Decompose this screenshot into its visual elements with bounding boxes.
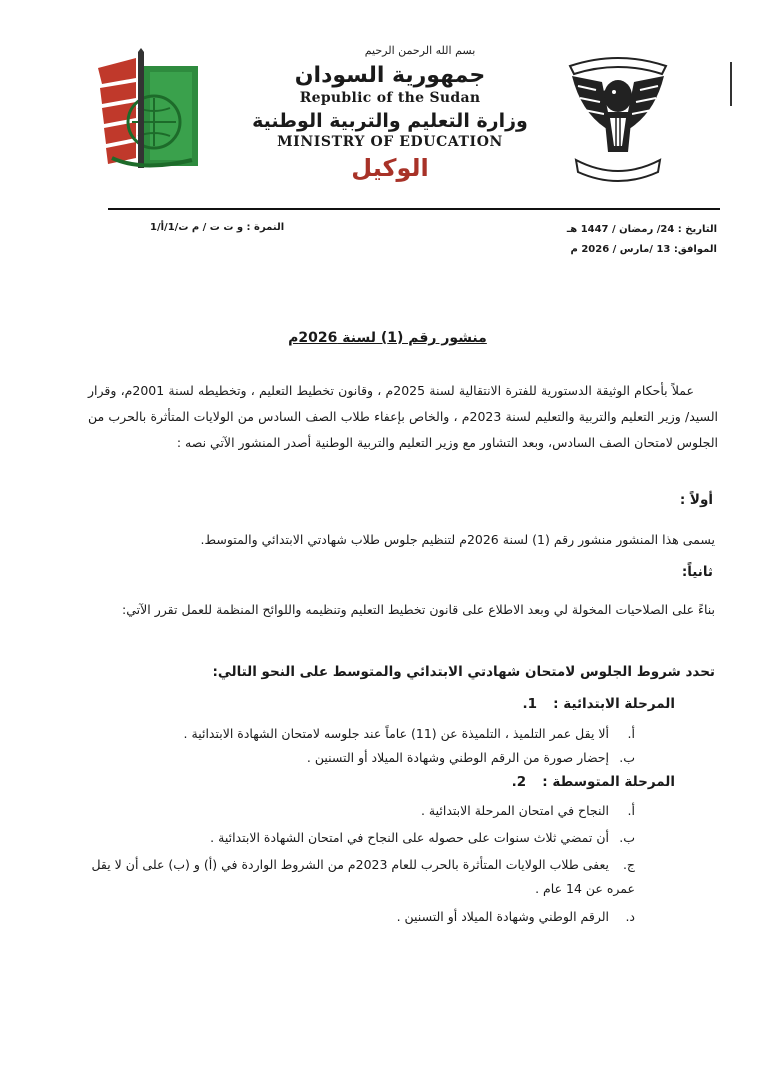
list-item — [80, 799, 635, 823]
list-item — [80, 826, 635, 850]
item-text: يعفى طلاب الولايات المتأثرة بالحرب للعام 2023م من الشروط الواردة في (أ) و (ب) على أن لا يقل عمره عن 14 عام . — [91, 857, 635, 896]
office-title: الوكيل — [351, 154, 429, 182]
ministry-english: MINISTRY OF EDUCATION — [277, 134, 503, 150]
basmala: بسم الله الرحمن الرحيم — [364, 44, 476, 57]
republic-english: Republic of the Sudan — [299, 90, 481, 106]
stage-title-text: المرحلة المتوسطة : — [542, 774, 675, 790]
item-text: ألا يقل عمر التلميذ ، التلميذة عن (11) عاماً عند جلوسه لامتحان الشهادة الابتدائية . — [183, 726, 610, 741]
header-divider — [108, 208, 720, 210]
republic-arabic: جمهورية السودان — [294, 63, 486, 88]
stage-title-text: المرحلة الابتدائية : — [553, 696, 675, 712]
item-text: أن تمضي ثلاث سنوات على حصوله على النجاح في امتحان الشهادة الابتدائية . — [210, 830, 610, 845]
list-item — [80, 905, 635, 929]
list-item — [80, 853, 635, 901]
stage-number: 1. — [522, 696, 538, 712]
preamble-paragraph: عملاً بأحكام الوثيقة الدستورية للفترة الانتقالية لسنة 2025م ، وقانون تخطيط التعليم ، وتخطيطه لسنة 2001م، وقرار السيد/ وزير التعليم والتربية والتعليم لسنة 2023م ، والخاص بإعفاء طلاب الصف السادس من الولايات المتأثرة بالحرب من الجلوس لامتحان الصف السادس، وبعد التشاور مع وزير التعليم والتربية الوطنية أصدر المنشور الآتي نصه : — [88, 383, 718, 450]
letterhead — [240, 44, 540, 182]
margin-mark — [730, 62, 732, 106]
section-first-heading: أولاً : — [679, 492, 713, 508]
item-letter: ج. — [622, 857, 635, 872]
item-text: النجاح في امتحان المرحلة الابتدائية . — [420, 803, 610, 818]
item-text: الرقم الوطني وشهادة الميلاد أو التسنين . — [396, 909, 610, 924]
conditions-heading: تحدد شروط الجلوس لامتحان شهادتي الابتدائي والمتوسط على النحو التالي: — [212, 664, 715, 680]
ministry-arabic: وزارة التعليم والتربية الوطنية — [252, 110, 528, 132]
item-text: إحضار صورة من الرقم الوطني وشهادة الميلاد أو التسنين . — [306, 750, 610, 765]
sudan-eagle-emblem-icon — [562, 56, 674, 188]
section-first-text: يسمى هذا المنشور منشور رقم (1) لسنة 2026م لتنظيم جلوس طلاب شهادتي الابتدائي والمتوسط. — [200, 532, 715, 547]
item-letter: أ. — [627, 726, 635, 741]
item-letter: ب. — [619, 750, 635, 765]
ministry-emblem-icon — [92, 48, 204, 176]
date-gregorian: الموافق: 13 /مارس / 2026 م — [570, 244, 717, 255]
reference-number: النمرة : و ت ت / م ت/1/أ/1 — [150, 222, 285, 233]
date-block — [567, 220, 717, 260]
stage-primary-title — [522, 696, 675, 712]
item-letter: ب. — [619, 830, 635, 845]
stage-intermediate-title — [512, 774, 675, 790]
item-letter: أ. — [627, 803, 635, 818]
section-second-text: بناءً على الصلاحيات المخولة لي وبعد الاطلاع على قانون تخطيط التعليم وتنظيمه واللوائح المنظمة للعمل تقرر الآتي: — [122, 602, 715, 617]
stage-number: 2. — [511, 774, 527, 790]
item-letter: د. — [625, 909, 635, 924]
list-item — [80, 746, 635, 770]
section-second-heading: ثانياً: — [681, 564, 713, 580]
document-title: منشور رقم (1) لسنة 2026م — [288, 330, 487, 346]
date-hijri: التاريخ : 24/ رمضان / 1447 هـ — [566, 224, 717, 235]
list-item — [80, 722, 635, 746]
